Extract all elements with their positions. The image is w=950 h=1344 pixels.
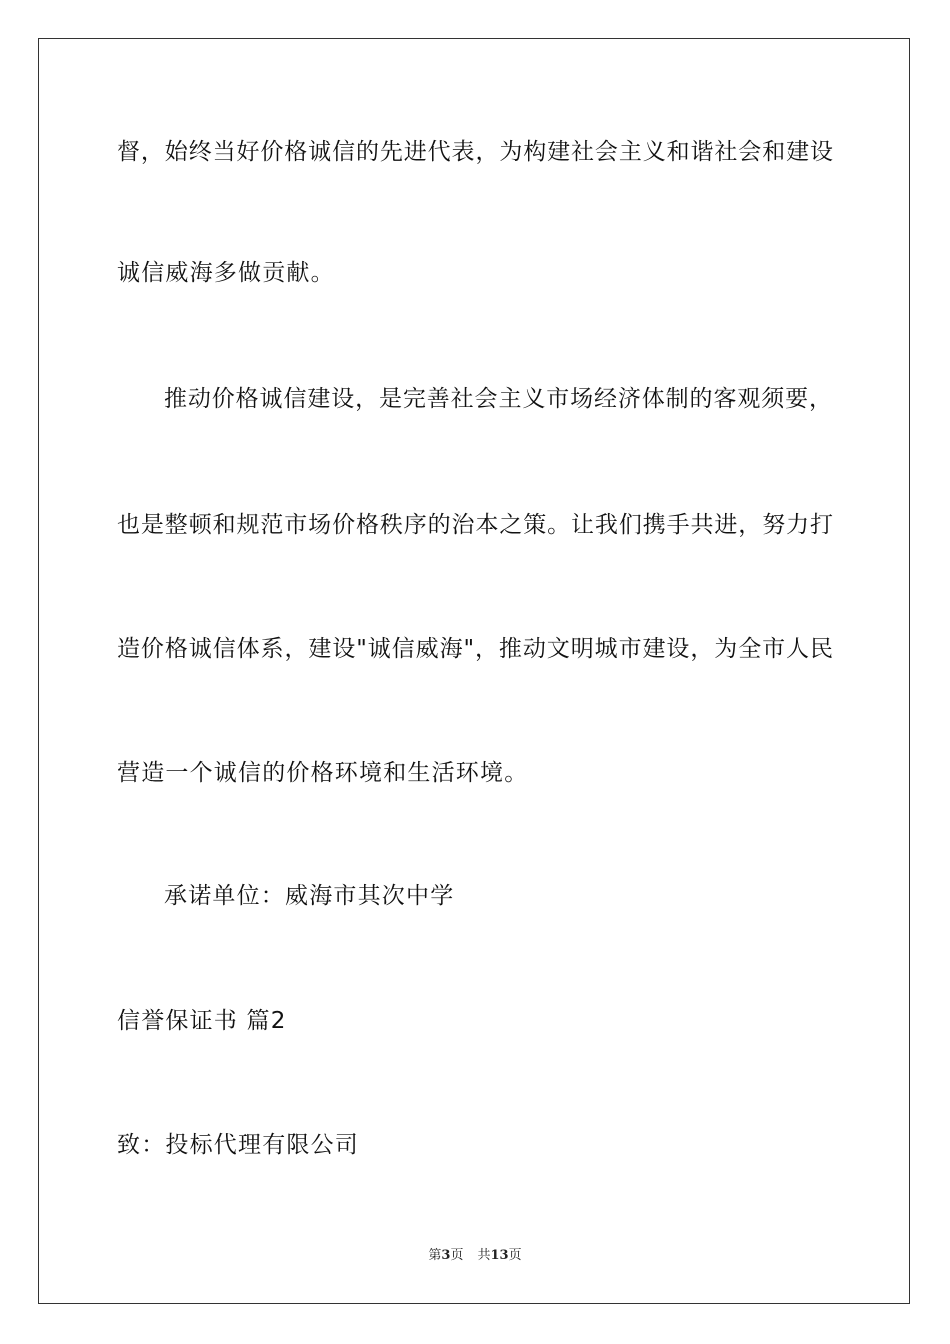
addressee-line: 致：投标代理有限公司 [117, 1132, 359, 1158]
footer-prefix: 第 [428, 1248, 442, 1263]
body-text-line: 营造一个诚信的价格环境和生活环境。 [117, 760, 529, 786]
body-text-line: 也是整顿和规范市场价格秩序的治本之策。让我们携手共进，努力打 [117, 512, 833, 538]
page-footer [0, 1247, 950, 1265]
footer-total-prefix: 共 [477, 1248, 491, 1263]
body-text-line: 造价格诚信体系，建设"诚信威海"，推动文明城市建设，为全市人民 [117, 636, 833, 662]
signature-line: 承诺单位：威海市其次中学 [164, 883, 455, 909]
current-page-number: 3 [441, 1248, 451, 1263]
body-text-line: 督，始终当好价格诚信的先进代表，为构建社会主义和谐社会和建设 [117, 139, 833, 165]
footer-total-word: 页 [508, 1248, 522, 1263]
footer-page-word: 页 [450, 1248, 464, 1263]
body-text-line: 诚信威海多做贡献。 [117, 260, 335, 286]
page-border [38, 38, 910, 1304]
section-heading: 信誉保证书 篇2 [117, 1008, 287, 1034]
total-page-number: 13 [490, 1248, 509, 1263]
body-text-line: 推动价格诚信建设，是完善社会主义市场经济体制的客观须要， [164, 386, 832, 412]
